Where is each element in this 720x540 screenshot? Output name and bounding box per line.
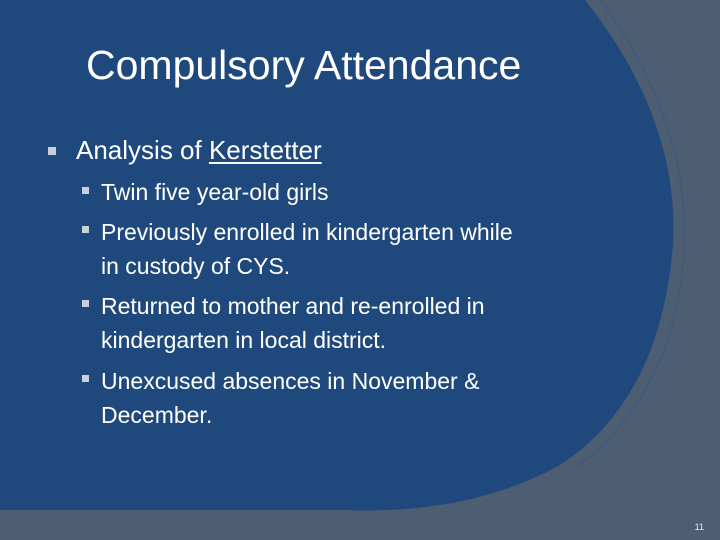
level2-item-2-line-1: Previously enrolled in kindergarten while	[101, 219, 513, 245]
level1-bullet-icon	[48, 147, 56, 155]
slide-title: Compulsory Attendance	[86, 42, 522, 88]
level2-item-2	[101, 215, 513, 283]
level2-item-1-line-1: Twin five year-old girls	[101, 179, 329, 205]
level2-item-3	[101, 289, 485, 357]
level2-item-1	[101, 175, 329, 209]
level1-item	[76, 135, 322, 166]
level2-bullet-icon	[82, 375, 89, 382]
level2-bullet-icon	[82, 300, 89, 307]
level2-item-4	[101, 364, 479, 432]
level2-item-2-line-2: in custody of CYS.	[101, 253, 291, 279]
level2-item-3-line-2: kindergarten in local district.	[101, 327, 387, 353]
slide-number: 11	[694, 522, 704, 532]
level2-item-4-line-2: December.	[101, 402, 213, 428]
level1-prefix: Analysis of	[76, 135, 209, 165]
level2-bullet-icon	[82, 187, 89, 194]
case-name-link: Kerstetter	[208, 135, 322, 165]
level2-item-4-line-1: Unexcused absences in November &	[101, 368, 480, 394]
level2-bullet-icon	[82, 226, 89, 233]
level2-item-3-line-1: Returned to mother and re-enrolled in	[101, 293, 485, 319]
